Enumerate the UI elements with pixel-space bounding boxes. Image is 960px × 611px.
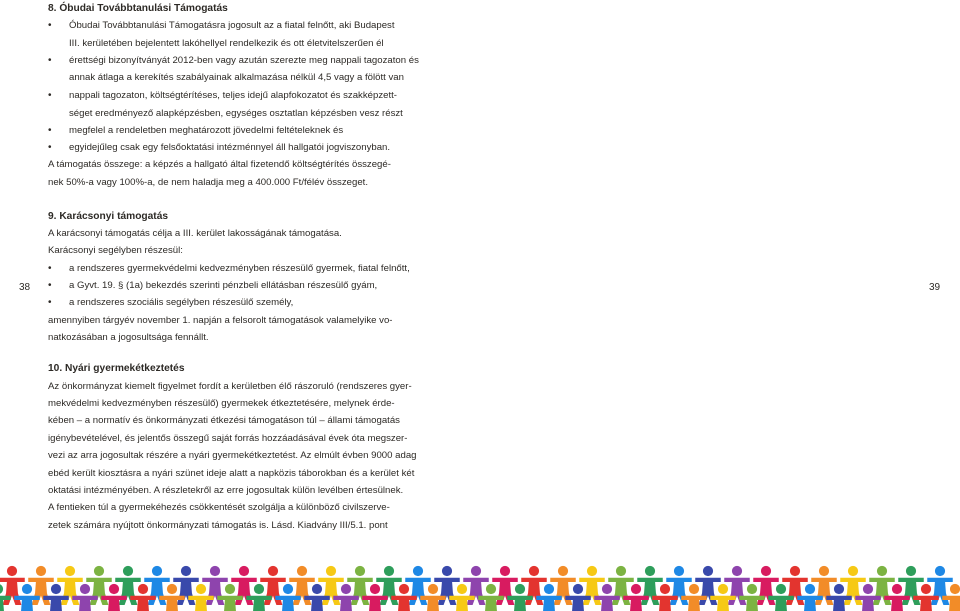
bullet: •	[48, 263, 52, 274]
section-10-title: 10. Nyári gyermekétkeztetés	[48, 363, 185, 374]
paragraph-line: A támogatás összege: a képzés a hallgató által fizetendő költségtérítés összegé-	[48, 159, 391, 170]
bullet: •	[48, 90, 52, 101]
figure-group	[0, 566, 960, 611]
paragraph-line: vezi az arra jogosultak részére a nyári gyermekétkeztetést. Az elmúlt évben 9000 adag	[48, 450, 417, 461]
text-line: egyidejűleg csak egy felsőoktatási intézménnyel áll hallgatói jogviszonyban.	[69, 142, 391, 153]
text-line: III. kerületében bejelentett lakóhellyel rendelkezik és ott életvitelszerűen él	[69, 38, 384, 49]
text-line: Óbudai Továbbtanulási Támogatásra jogosult az a fiatal felnőtt, aki Budapest	[69, 20, 395, 31]
paragraph-line: mekvédelmi kedvezményben részesülő) gyermekek étkeztetésére, melynek érde-	[48, 398, 395, 409]
list-item: a rendszeres szociális segélyben részesülő személy,	[69, 297, 294, 308]
list-item: a Gyvt. 19. § (1a) bekezdés szerinti pénzbeli ellátásban részesülő gyám,	[69, 280, 378, 291]
bullet: •	[48, 125, 52, 136]
bullet: •	[48, 142, 52, 153]
paragraph-line: A fentieken túl a gyermekéhezés csökkentését szolgálja a különböző civilszerve-	[48, 502, 390, 513]
paragraph-line: oktatási intézményében. A részletekről az erre jogosultak külön levélben értesülnek.	[48, 485, 404, 496]
text-line: nappali tagozaton, költségtérítéses, teljes idejű alapfokozatot és szakképzett-	[69, 90, 397, 101]
paragraph-line: kében – a normatív és önkormányzati étkezési támogatáson túl – állami támogatás	[48, 415, 400, 426]
section-8-title: 8. Óbudai Továbbtanulási Támogatás	[48, 3, 228, 14]
paragraph-line: ebéd került kiosztásra a nyári szünet ideje alatt a napközis táborokban és a kerület két	[48, 468, 415, 479]
paragraph-line: natkozásában a jogosultsága fennállt.	[48, 332, 209, 343]
paragraph-line: Karácsonyi segélyben részesül:	[48, 245, 183, 256]
paragraph-line: nek 50%-a vagy 100%-a, de nem haladja meg a 400.000 Ft/félév összeget.	[48, 177, 368, 188]
text-line: séget eredményező alapképzésben, egységes osztatlan képzésben vesz részt	[69, 108, 403, 119]
page-number-left: 38	[19, 282, 31, 293]
text-line: érettségi bizonyítványát 2012-ben vagy azután szerezte meg nappali tagozaton és	[69, 55, 419, 66]
text-line: annak átlaga a kerekítés szabályainak alkalmazása nélkül 4,5 vagy a fölött van	[69, 72, 404, 83]
bullet: •	[48, 55, 52, 66]
paragraph-line: A karácsonyi támogatás célja a III. kerület lakosságának támogatása.	[48, 228, 342, 239]
bullet: •	[48, 20, 52, 31]
paragraph-line: igénybevételével, és jelentős összegű saját forrás hozzáadásával évek óta megszer-	[48, 433, 408, 444]
paragraph-line: amennyiben tárgyév november 1. napján a felsorolt támogatások valamelyike vo-	[48, 315, 393, 326]
paper-chain-children-border	[0, 531, 960, 611]
list-item: a rendszeres gyermekvédelmi kedvezményben részesülő gyermek, fiatal felnőtt,	[69, 263, 410, 274]
page-number-right: 39	[929, 282, 941, 293]
section-9-title: 9. Karácsonyi támogatás	[48, 211, 169, 222]
paragraph-line: zetek számára nyújtott önkormányzati támogatás is. Lásd. Kiadvány III/5.1. pont	[48, 520, 388, 531]
bullet: •	[48, 297, 52, 308]
bullet: •	[48, 280, 52, 291]
text-line: megfelel a rendeletben meghatározott jövedelmi feltételeknek és	[69, 125, 344, 136]
paragraph-line: Az önkormányzat kiemelt figyelmet fordít a kerületben élő rászoruló (rendszeres gyer-	[48, 381, 412, 392]
